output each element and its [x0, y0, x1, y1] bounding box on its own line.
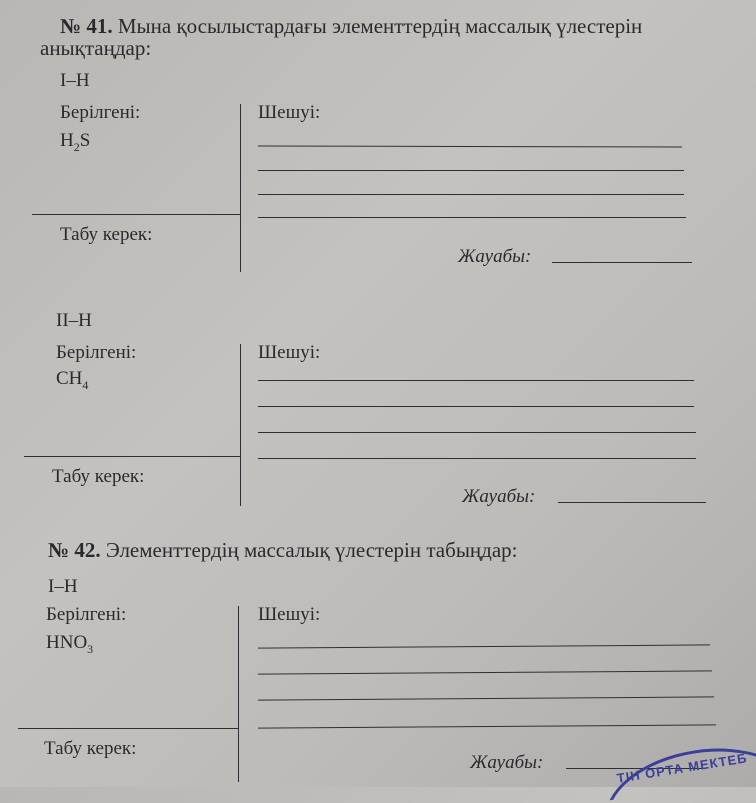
problem1-answer-line[interactable] [552, 262, 692, 263]
problem1-formula [60, 130, 90, 152]
problem2-find-label: Табу керек: [52, 466, 145, 487]
problem2-formula-main: CH [56, 368, 83, 389]
problem3-formula-sub: 3 [87, 642, 94, 656]
problem2-given-label: Берілгені: [56, 342, 137, 363]
problem2-solution-label: Шешуі: [258, 342, 321, 363]
stamp-text: ТІН ОРТА МЕКТЕБ [615, 750, 749, 786]
problem2-solution-line-1[interactable] [258, 380, 694, 381]
problem2-answer-label: Жауабы: [462, 486, 536, 507]
task42-number: № 42. [48, 538, 101, 562]
problem2-label: II–H [56, 310, 92, 331]
problem3-divider-vertical [238, 606, 239, 782]
problem1-formula-main: H [60, 130, 74, 151]
problem2-solution-line-2[interactable] [258, 406, 694, 407]
problem1-given-label: Берілгені: [60, 102, 141, 123]
task42-title: Элементтердің массалық үлестерін табыңдар: [100, 538, 518, 562]
problem2-solution-line-4[interactable] [258, 458, 696, 459]
task41-title-line1: Мына қосылыстардағы элементтердің массалық үлестерін [112, 14, 643, 38]
problem3-formula-main: HNO [46, 632, 88, 653]
problem2-divider-horizontal [24, 456, 241, 457]
problem3-solution-line-2[interactable] [258, 670, 712, 675]
problem3-find-label: Табу керек: [44, 738, 137, 759]
problem1-divider-horizontal [32, 214, 241, 215]
problem3-solution-line-4[interactable] [258, 724, 716, 729]
problem1-solution-label: Шешуі: [258, 102, 321, 123]
problem1-solution-line-1[interactable] [258, 145, 682, 148]
problem1-solution-line-4[interactable] [258, 217, 686, 218]
problem2-solution-line-3[interactable] [258, 432, 696, 433]
problem1-solution-line-2[interactable] [258, 170, 684, 171]
problem2-divider-vertical [240, 344, 241, 506]
problem1-solution-line-3[interactable] [258, 194, 684, 195]
problem3-divider-horizontal [18, 728, 239, 729]
problem1-label: I–H [60, 70, 90, 91]
problem3-label: I–H [48, 576, 78, 597]
problem1-find-label: Табу керек: [60, 224, 153, 245]
problem1-answer-label: Жауабы: [458, 246, 532, 267]
school-stamp [586, 733, 756, 803]
problem1-divider-vertical [240, 104, 241, 272]
problem3-given-label: Берілгені: [46, 604, 127, 625]
problem1-formula-tail: S [79, 130, 91, 151]
problem3-formula [46, 632, 93, 654]
problem2-formula-sub: 4 [82, 378, 89, 392]
problem2-answer-line[interactable] [558, 502, 706, 503]
problem3-solution-line-3[interactable] [258, 696, 714, 701]
task41-title-line2: анықтаңдар: [40, 36, 152, 60]
problem3-answer-label: Жауабы: [470, 752, 544, 773]
problem2-formula [56, 368, 88, 390]
task42-heading [48, 538, 518, 563]
problem3-solution-line-1[interactable] [258, 644, 710, 649]
task41-number: № 41. [60, 14, 113, 38]
problem1-formula-sub: 2 [73, 140, 80, 154]
problem3-solution-label: Шешуі: [258, 604, 321, 625]
